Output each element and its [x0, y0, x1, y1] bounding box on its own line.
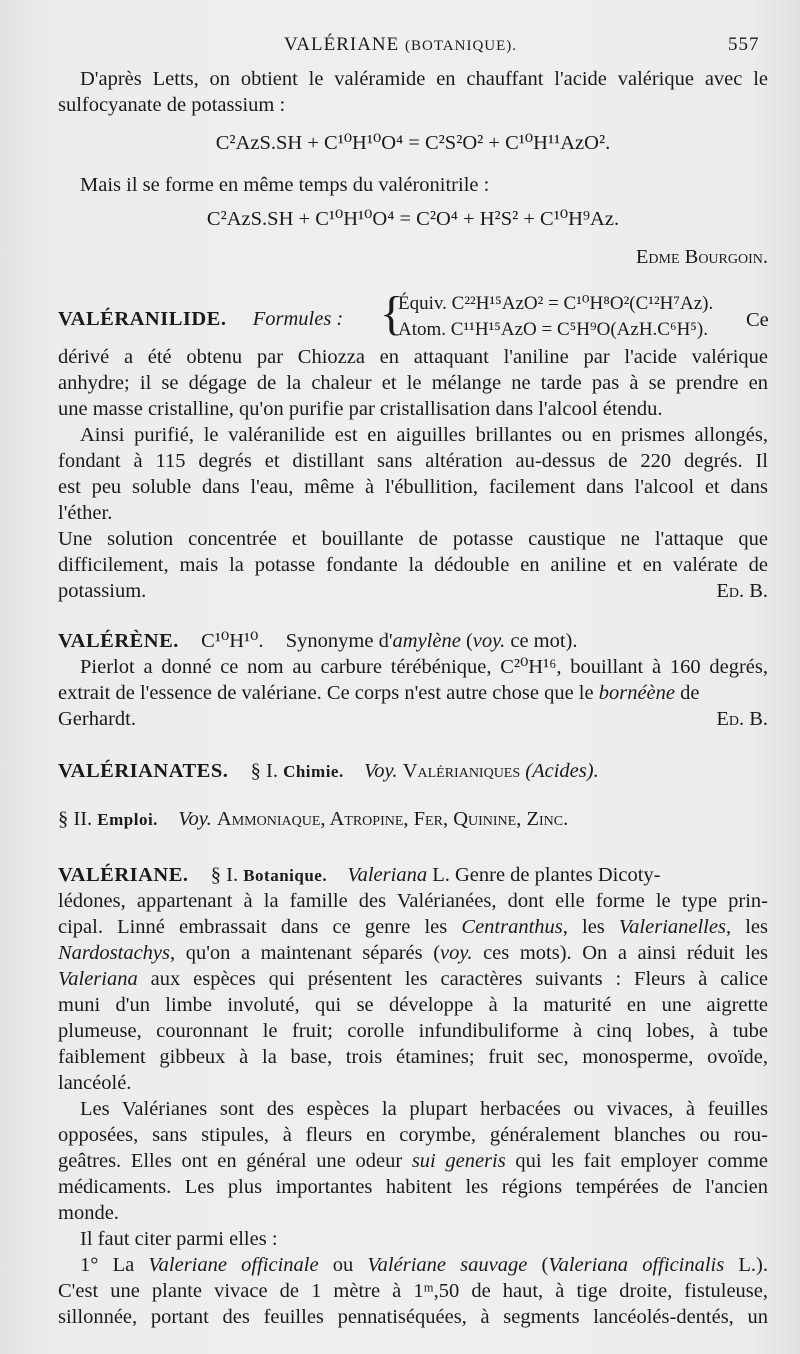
section-mark: § I.	[250, 760, 278, 782]
text-line: sulfocyanate de potassium :	[58, 94, 286, 116]
text-fragment: Valériane sauvage	[367, 1254, 528, 1276]
text-fragment: Voy.	[178, 808, 212, 830]
text-line: anhydre; il se dégage de la chaleur et le mélange ne tarde pas à se prendre en	[58, 372, 768, 394]
text-fragment: (	[527, 1254, 549, 1276]
entry-emploi	[58, 806, 768, 833]
text-fragment: L.).	[724, 1254, 769, 1276]
text-fragment: potassium.	[58, 580, 147, 602]
text-fragment: Valeriane officinale	[148, 1254, 319, 1276]
formula: C¹⁰H¹⁰.	[201, 630, 264, 652]
text-line: lédones, appartenant à la famille des Valérianées, dont elle forme le type prin-	[58, 890, 768, 912]
text-fragment: Centranthus	[461, 916, 563, 938]
header-subtitle: (BOTANIQUE).	[405, 38, 518, 54]
section-label: Chimie.	[283, 762, 344, 781]
section-label: Botanique.	[243, 866, 328, 885]
author-signature: Ed. B.	[716, 708, 768, 730]
text-line: muni d'un limbe involuté, qui se développe à la maturité en une aigrette	[58, 994, 768, 1016]
page-number: 557	[728, 34, 760, 55]
text-fragment: Valerianelles	[618, 916, 726, 938]
text-line	[58, 966, 768, 992]
cross-reference: Valérianiques	[402, 760, 521, 782]
text-line: est peu soluble dans l'eau, même à l'ébullition, facilement dans l'alcool et dans	[58, 476, 768, 498]
formules-label: Formules :	[252, 308, 344, 330]
entry-valerianates	[58, 758, 768, 785]
text-line: Ainsi purifié, le valéranilide est en aiguilles brillantes ou en prismes allongés,	[80, 424, 768, 446]
text-fragment: Synonyme d'	[285, 630, 393, 652]
formula-equiv: Équiv. C²²H¹⁵AzO² = C¹⁰H⁸O²(C¹²H⁷Az).	[398, 293, 714, 314]
text-line: monde.	[58, 1202, 119, 1224]
text-line: sillonnée, portant des feuilles pennatiséquées, à segments lancéolés-dentés, un	[58, 1306, 768, 1328]
entry-heading: VALÉRIANATES.	[58, 760, 229, 782]
running-header	[284, 34, 517, 56]
text-fragment: aux espèces qui présentent les caractères suivants : Fleurs à calice	[137, 968, 768, 990]
text-line: lancéolé.	[58, 1072, 132, 1094]
text-fragment: amylène	[392, 630, 461, 652]
brace-glyph: {	[380, 287, 404, 340]
text-fragment: , qu'on a maintenant séparés (	[170, 942, 441, 964]
text-fragment: cipal. Linné embrassait dans ce genre les	[58, 916, 462, 938]
text-fragment: voy.	[440, 942, 473, 964]
text-line: dérivé a été obtenu par Chiozza en attaquant l'aniline par l'acide valérique	[58, 346, 768, 368]
text-line	[58, 680, 768, 706]
text-fragment: ce mot).	[505, 630, 578, 652]
text-fragment: Nardostachys	[58, 942, 170, 964]
text-line: plumeuse, couronnant le fruit; corolle infundibuliforme à cinq lobes, à tube	[58, 1020, 768, 1042]
text-fragment: geâtres. Elles ont en général une odeur	[58, 1150, 412, 1172]
text-line: Pierlot a donné ce nom au carbure térébénique, C²⁰H¹⁶, bouillant à 160 degrés,	[80, 656, 768, 678]
text-fragment: Valeriana officinalis	[548, 1254, 725, 1276]
text-line: une masse cristalline, qu'on purifie par cristallisation dans l'alcool étendu.	[58, 398, 663, 420]
text-line: Une solution concentrée et bouillante de potasse caustique ne l'attaque que	[58, 528, 768, 550]
text-fragment: , les	[725, 916, 768, 938]
section-label: Emploi.	[97, 810, 158, 829]
text-line	[58, 1148, 768, 1174]
text-fragment: 1° La	[80, 1254, 149, 1276]
text-line	[58, 706, 768, 732]
equation-line: C²AzS.SH + C¹⁰H¹⁰O⁴ = C²O⁴ + H²S² + C¹⁰H⁹Az.	[206, 208, 620, 230]
text-line	[58, 578, 768, 604]
text-fragment: ou	[318, 1254, 368, 1276]
text-fragment: Ce	[746, 309, 769, 331]
text-line: Les Valérianes sont des espèces la plupart herbacées ou vivaces, à feuilles	[80, 1098, 768, 1120]
text-line: opposées, sans stipules, à fleurs en corymbe, généralement blanches ou rou-	[58, 1124, 768, 1146]
text-fragment: de	[675, 682, 700, 704]
text-fragment: Gerhardt.	[58, 708, 136, 730]
text-fragment: (Acides).	[525, 760, 599, 782]
author-signature: Edme Bourgoin.	[635, 246, 768, 268]
text-line: Mais il se forme en même temps du valéronitrile :	[80, 174, 490, 196]
text-fragment: (	[460, 630, 473, 652]
text-fragment: , les	[562, 916, 619, 938]
entry-valeriane	[58, 862, 768, 889]
text-fragment: extrait de l'essence de valériane. Ce corps n'est autre chose que le	[58, 682, 599, 704]
text-line: l'éther.	[58, 502, 113, 524]
text-fragment: L. Genre de plantes Dicoty-	[432, 864, 661, 886]
text-line	[58, 914, 768, 940]
entry-heading: VALÉRANILIDE.	[58, 308, 227, 330]
text-line: Il faut citer parmi elles :	[80, 1228, 278, 1250]
header-title: VALÉRIANE	[284, 34, 400, 55]
text-fragment: bornéène	[598, 682, 675, 704]
text-line: C'est une plante vivace de 1 mètre à 1ᵐ,50 de haut, à tige droite, fistuleuse,	[58, 1280, 768, 1302]
entry-valerene	[58, 628, 768, 654]
text-line: faiblement gibbeux à la base, trois étamines; fruit sec, monosperme, ovoïde,	[58, 1046, 768, 1068]
section-mark: § II.	[58, 808, 93, 830]
text-line: difficilement, mais la potasse fondante la dédouble en aniline et en valérate de	[58, 554, 768, 576]
author-signature: Ed. B.	[716, 580, 768, 602]
equation-line: C²AzS.SH + C¹⁰H¹⁰O⁴ = C²S²O² + C¹⁰H¹¹AzO².	[215, 132, 611, 154]
text-line: fondant à 115 degrés et distillant sans altération au-dessus de 220 degrés. Il	[58, 450, 768, 472]
section-mark: § I.	[210, 864, 239, 886]
text-line: D'après Letts, on obtient le valéramide en chauffant l'acide valérique avec le	[80, 68, 768, 90]
text-fragment: ces mots). On a ainsi réduit les	[472, 942, 768, 964]
cross-reference: Ammoniaque, Atropine, Fer, Quinine, Zinc.	[216, 808, 569, 830]
text-fragment: Valeriana	[347, 864, 428, 886]
text-line	[58, 1252, 768, 1278]
text-fragment: Voy.	[363, 760, 398, 782]
text-line: médicaments. Les plus importantes habitent les régions tempérées de l'ancien	[58, 1176, 768, 1198]
text-fragment: voy.	[472, 630, 506, 652]
text-fragment: sui generis	[411, 1150, 506, 1172]
entry-heading: VALÉRIANE.	[58, 864, 189, 886]
entry-heading: VALÉRÈNE.	[58, 630, 179, 652]
text-fragment: Valeriana	[58, 968, 138, 990]
text-line	[58, 940, 768, 966]
formula-atom: Atom. C¹¹H¹⁵AzO = C⁵H⁹O(AzH.C⁶H⁵).	[398, 319, 709, 340]
text-fragment: qui les fait employer comme	[505, 1150, 768, 1172]
